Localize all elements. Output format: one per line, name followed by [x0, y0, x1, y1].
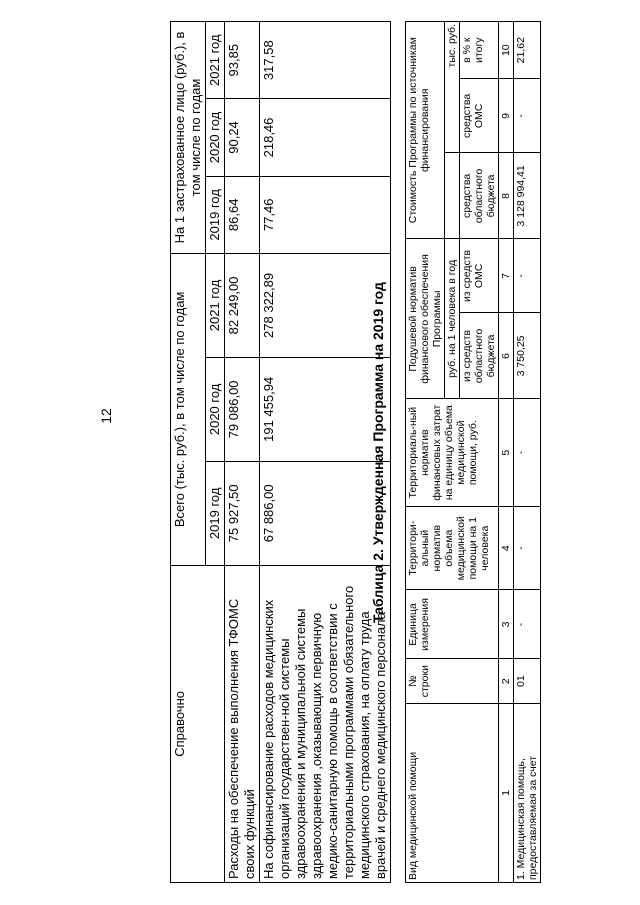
cell-value: 90,24 [225, 99, 260, 176]
header-col67-sub: руб. на 1 человека в год [445, 239, 460, 399]
year-header: 2021 год [206, 22, 225, 99]
column-number: 1 [499, 703, 514, 882]
header-col2: № строки [406, 659, 499, 703]
header-col7: из средств ОМС [460, 239, 499, 313]
table-row [514, 22, 541, 883]
year-header: 2019 год [206, 461, 225, 565]
header-col4: Территори-альный норматив объема медицинской помощи на 1 человека [406, 506, 499, 590]
column-number: 2 [499, 659, 514, 703]
header-col1: Вид медицинской помощи [406, 703, 499, 882]
cell-value: 75 927,50 [225, 461, 260, 565]
reference-table [170, 21, 391, 883]
cell-value: 191 455,94 [260, 357, 391, 461]
header-col5: Территориаль-ный норматив финансовых затрат на единицу объема медицинской помощи, руб. [406, 399, 499, 506]
year-header: 2019 год [206, 176, 225, 253]
year-header: 2021 год [206, 253, 225, 357]
cell-value: 218,46 [260, 99, 391, 176]
cell-value: - [514, 239, 541, 313]
cell-value: 93,85 [225, 22, 260, 99]
column-number: 10 [499, 22, 514, 79]
header-col10: в % к итогу [460, 22, 499, 79]
cell-value: 79 086,00 [225, 357, 260, 461]
table-row [225, 22, 260, 883]
column-number: 4 [499, 506, 514, 590]
cell-value: 3 128 994,41 [514, 153, 541, 239]
header-col810-unit: тыс. руб. [445, 22, 460, 153]
column-number: 8 [499, 153, 514, 239]
header-col810: Стоимость Программы по источникам финансирования [406, 22, 445, 239]
line-number: 01 [514, 659, 541, 703]
column-number: 9 [499, 79, 514, 153]
header-per-insured: На 1 застрахованное лицо (руб.), в том числе по годам [171, 22, 206, 254]
page-number: 12 [97, 408, 114, 424]
program-table [405, 21, 541, 883]
header-col8: средства областного бюджета [460, 153, 499, 239]
header-col6: из средств областного бюджета [460, 313, 499, 399]
cell-value: 278 322,89 [260, 253, 391, 357]
row-label: 1. Медицинская помощь, предоставляемая за счет [514, 703, 541, 882]
cell-value: 3 750,25 [514, 313, 541, 399]
header-spravochno: Справочно [171, 565, 225, 882]
cell-value: 67 886,00 [260, 461, 391, 565]
column-number: 7 [499, 239, 514, 313]
cell-value: - [514, 590, 541, 659]
column-number: 5 [499, 399, 514, 506]
cell-value: 86,64 [225, 176, 260, 253]
year-header: 2020 год [206, 99, 225, 176]
rotated-content [170, 20, 640, 885]
header-total: Всего (тыс. руб.), в том числе по годам [171, 253, 206, 565]
column-number: 6 [499, 313, 514, 399]
year-header: 2020 год [206, 357, 225, 461]
cell-value: 317,58 [260, 22, 391, 99]
cell-value: - [514, 399, 541, 506]
header-col3: Единица измерения [406, 590, 499, 659]
cell-value: 21,62 [514, 22, 541, 79]
cell-value: 82 249,00 [225, 253, 260, 357]
cell-value: - [514, 506, 541, 590]
column-number: 3 [499, 590, 514, 659]
cell-value: - [514, 79, 541, 153]
table2-title: Таблица 2. Утвержденная Программа на 2019 год [370, 282, 386, 623]
header-col9: средства ОМС [460, 79, 499, 153]
column-numbers-row [499, 22, 514, 883]
header-col67: Подушевой норматив финансового обеспечения Программы [406, 239, 445, 399]
row-label: Расходы на обеспечение выполнения ТФОМС своих функций [225, 565, 260, 882]
cell-value: 77,46 [260, 176, 391, 253]
row-label: На софинансирование расходов медицинских организаций государствен-ной системы здравоохранения и муниципальной системы здравоохранения ,оказывающих первичную медико-санитарную помощь в соответствии с территориальными программами обязательного медицинского страхования, на оплату труда врачей и среднего медицинского персонала [260, 565, 391, 882]
